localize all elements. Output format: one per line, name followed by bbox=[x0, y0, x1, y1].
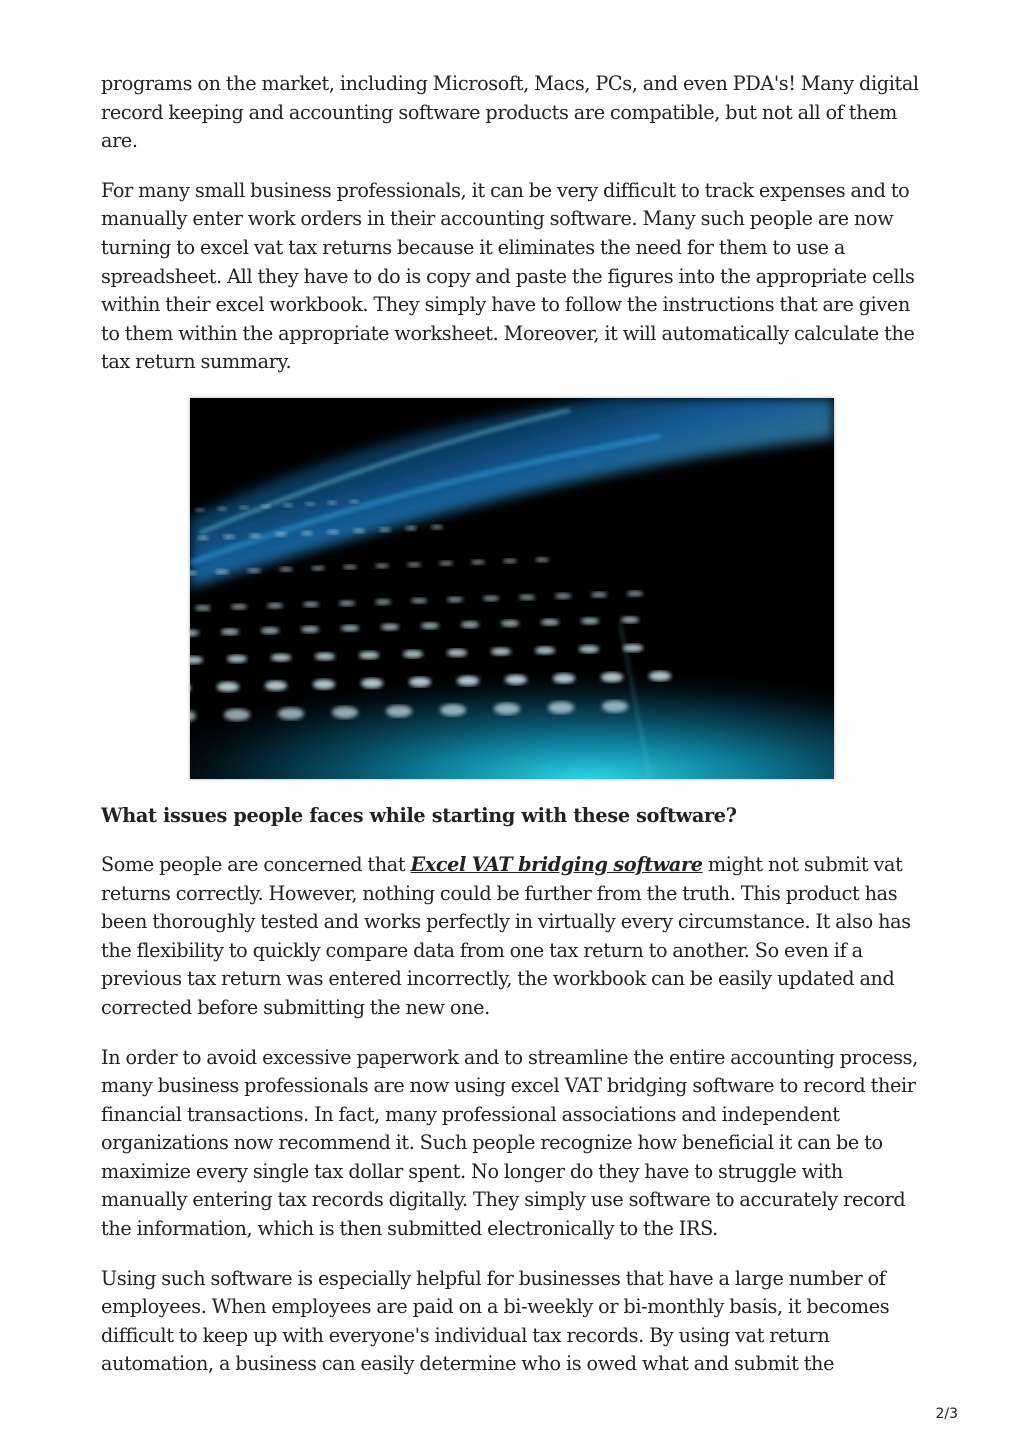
key-highlight bbox=[457, 676, 479, 686]
key-highlight bbox=[327, 501, 337, 505]
paragraph-with-link bbox=[101, 851, 923, 1023]
key-highlight bbox=[405, 526, 417, 531]
key-highlight bbox=[303, 601, 319, 607]
key-highlight bbox=[261, 627, 279, 634]
key-highlight bbox=[278, 708, 304, 720]
key-highlight bbox=[332, 706, 358, 718]
key-highlight bbox=[215, 569, 229, 574]
key-highlight bbox=[224, 709, 250, 721]
key-highlight bbox=[349, 500, 359, 504]
key-highlight bbox=[407, 562, 421, 567]
key-highlight bbox=[403, 650, 423, 658]
key-highlight bbox=[541, 619, 559, 626]
key-highlight bbox=[483, 595, 499, 601]
key-highlight bbox=[447, 649, 467, 657]
key-highlight bbox=[491, 648, 511, 656]
key-highlight bbox=[195, 605, 211, 611]
key-highlight bbox=[301, 626, 319, 633]
key-highlight bbox=[494, 703, 520, 715]
key-highlight bbox=[579, 645, 599, 653]
key-highlight bbox=[501, 620, 519, 627]
key-highlight bbox=[221, 628, 239, 635]
key-highlight bbox=[315, 652, 335, 660]
key-highlight bbox=[275, 532, 287, 537]
key-highlight bbox=[553, 673, 575, 683]
key-highlight bbox=[265, 681, 287, 691]
key-highlight bbox=[548, 702, 574, 714]
key-highlight bbox=[535, 557, 549, 562]
paragraph-1: programs on the market, including Microsoft, Macs, PCs, and even PDA's! Many digital record keeping and accounting software products are compatible, but not all of them are. bbox=[101, 72, 919, 153]
key-highlight bbox=[327, 529, 339, 534]
key-highlight bbox=[359, 651, 379, 659]
key-highlight bbox=[197, 535, 209, 540]
key-highlight bbox=[591, 592, 607, 598]
key-highlight bbox=[411, 598, 427, 604]
key-highlight bbox=[195, 508, 205, 512]
page-number: 2/3 bbox=[935, 1406, 958, 1422]
key-highlight bbox=[555, 593, 571, 599]
key-highlight bbox=[649, 671, 671, 681]
key-highlight bbox=[375, 563, 389, 568]
key-highlight bbox=[421, 622, 439, 629]
key-highlight bbox=[440, 704, 466, 716]
key-highlight bbox=[535, 646, 555, 654]
key-highlight bbox=[279, 567, 293, 572]
key-highlight bbox=[341, 625, 359, 632]
key-highlight bbox=[339, 600, 355, 606]
key-highlight bbox=[249, 533, 261, 538]
key-highlight bbox=[381, 623, 399, 630]
key-highlight bbox=[431, 525, 443, 530]
key-highlight bbox=[581, 617, 599, 624]
key-highlight bbox=[271, 654, 291, 662]
key-highlight bbox=[217, 682, 239, 692]
key-highlight bbox=[353, 528, 365, 533]
key-highlight bbox=[409, 677, 431, 687]
key-highlight bbox=[301, 531, 313, 536]
paragraph-4: In order to avoid excessive paperwork and to streamline the entire accounting process, many business professionals are now using excel VAT bridging software to record their financial transactions. In fact, many professional associations and independent organizations now recommend it. Such people recognize how beneficial it can be to maximize every single tax dollar spent. No longer do they have to struggle with manually entering tax records digitally. They simply use software to accurately record the information, which is then submitted electronically to the IRS. bbox=[101, 1045, 918, 1241]
key-highlight bbox=[379, 527, 391, 532]
key-highlight bbox=[447, 597, 463, 603]
key-highlight bbox=[361, 678, 383, 688]
excel-vat-bridging-software-link[interactable]: Excel VAT bridging software bbox=[410, 852, 703, 876]
key-highlight bbox=[471, 560, 485, 565]
key-highlight bbox=[343, 564, 357, 569]
key-highlight bbox=[601, 672, 623, 682]
key-highlight bbox=[375, 599, 391, 605]
key-highlight bbox=[602, 700, 628, 712]
paragraph-2: For many small business professionals, it can be very difficult to track expenses and to manually enter work orders in their accounting software. Many such people are now turning to excel vat tax returns because it eliminates the need for them to use a spreadsheet. All they have to do is copy and paste the figures into the appropriate cells within their excel workbook. They simply have to follow the instructions that are given to them within the appropriate worksheet. Moreover, it will automatically calculate the tax return summary. bbox=[101, 178, 915, 374]
key-highlight bbox=[627, 591, 643, 597]
key-highlight bbox=[239, 506, 249, 510]
key-highlight bbox=[621, 616, 639, 623]
key-highlight bbox=[247, 568, 261, 573]
key-highlight bbox=[223, 534, 235, 539]
key-highlight bbox=[283, 503, 293, 507]
section-heading: What issues people faces while starting with these software? bbox=[101, 803, 737, 827]
link-paragraph-after: might not submit vat returns correctly. However, nothing could be further from the truth. This product has been thoroughly tested and works perfectly in virtually every circumstance. It also has the flexibility to quickly compare data from one tax return to another. So even if a previous tax return was entered incorrectly, the workbook can be easily updated and corrected before submitting the new one. bbox=[101, 852, 911, 1019]
article-body bbox=[101, 70, 923, 1400]
key-highlight bbox=[439, 561, 453, 566]
key-highlight bbox=[305, 502, 315, 506]
key-highlight bbox=[217, 507, 227, 511]
key-highlight bbox=[503, 558, 517, 563]
key-highlight bbox=[461, 621, 479, 628]
laptop-keyboard-illustration bbox=[190, 398, 834, 779]
key-highlight bbox=[505, 675, 527, 685]
key-highlight bbox=[311, 566, 325, 571]
link-paragraph-before: Some people are concerned that bbox=[101, 852, 411, 876]
key-highlight bbox=[227, 655, 247, 663]
key-highlight bbox=[261, 504, 271, 508]
key-highlight bbox=[313, 679, 335, 689]
key-highlight bbox=[519, 594, 535, 600]
laptop-keyboard-image bbox=[190, 398, 834, 779]
key-highlight bbox=[267, 603, 283, 609]
paragraph-5: Using such software is especially helpful for businesses that have a large number of employees. When employees are paid on a bi-weekly or bi-monthly basis, it becomes difficult to keep up with everyone's individual tax records. By using vat return automation, a business can easily determine who is owed what and submit the bbox=[101, 1266, 890, 1376]
key-highlight bbox=[231, 604, 247, 610]
key-highlight bbox=[386, 705, 412, 717]
